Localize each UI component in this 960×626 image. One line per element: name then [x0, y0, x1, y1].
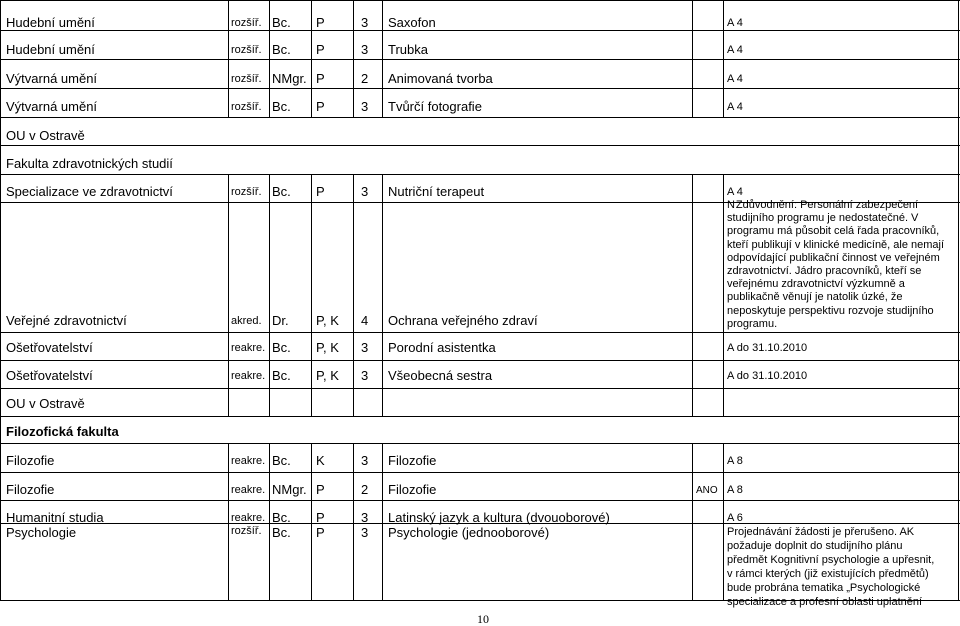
table-rule — [0, 0, 960, 1]
table-border — [0, 0, 1, 600]
level-cell: Bc. — [272, 340, 291, 355]
form-cell: P — [316, 482, 325, 497]
column-divider — [353, 0, 354, 117]
column-divider — [269, 443, 270, 600]
level-cell: Bc. — [272, 42, 291, 57]
type-cell: reakre. — [231, 342, 266, 354]
field-cell: Filozofie — [6, 453, 55, 468]
column-divider — [723, 443, 724, 600]
form-cell: P, K — [316, 313, 339, 328]
type-cell: rozšíř. — [231, 73, 262, 85]
field-cell: Psychologie — [6, 525, 77, 540]
status-cell: N — [727, 199, 735, 211]
years-cell: 3 — [361, 99, 369, 114]
table-rule — [0, 145, 960, 146]
table-rule — [0, 88, 960, 89]
years-cell: 3 — [361, 340, 369, 355]
column-divider — [382, 174, 383, 416]
column-divider — [692, 443, 693, 600]
level-cell: Bc. — [272, 368, 291, 383]
years-cell: 2 — [361, 482, 369, 497]
level-cell: Bc. — [272, 453, 291, 468]
table-rule — [0, 174, 960, 175]
program-cell: Ochrana veřejného zdraví — [388, 313, 538, 328]
type-cell: rozšíř. — [231, 525, 262, 537]
program-cell: Psychologie (jednooborové) — [388, 525, 550, 540]
table-rule — [0, 472, 960, 473]
status-cell: A 8 — [727, 455, 743, 467]
field-cell: Humanitní studia — [6, 510, 104, 525]
field-cell: Ošetřovatelství — [6, 368, 93, 383]
column-divider — [228, 174, 229, 416]
program-cell: Porodní asistentka — [388, 340, 496, 355]
status-cell: A do 31.10.2010 — [727, 370, 808, 382]
program-cell: Animovaná tvorba — [388, 71, 493, 86]
table-rule — [0, 500, 960, 501]
years-cell: 3 — [361, 42, 369, 57]
table-border — [958, 0, 959, 600]
level-cell: NMgr. — [272, 71, 307, 86]
university-heading: OU v Ostravě — [6, 396, 85, 411]
type-cell: reakre. — [231, 484, 266, 496]
program-cell: Filozofie — [388, 453, 437, 468]
type-cell: reakre. — [231, 370, 266, 382]
form-cell: P — [316, 42, 325, 57]
column-divider — [269, 0, 270, 117]
level-cell: NMgr. — [272, 482, 307, 497]
status-cell: A 6 — [727, 512, 743, 524]
field-cell: Filozofie — [6, 482, 55, 497]
column-divider — [692, 174, 693, 416]
table-rule — [0, 360, 960, 361]
table-rule — [0, 332, 960, 333]
field-cell: Výtvarná umění — [6, 99, 98, 114]
faculty-heading: Fakulta zdravotnických studií — [6, 156, 173, 171]
field-cell: Veřejné zdravotnictví — [6, 313, 127, 328]
form-cell: P — [316, 510, 325, 525]
type-cell: rozšíř. — [231, 44, 262, 56]
years-cell: 3 — [361, 510, 369, 525]
table-rule — [0, 416, 960, 417]
years-cell: 3 — [361, 453, 369, 468]
years-cell: 3 — [361, 15, 369, 30]
column-divider — [382, 443, 383, 600]
decision-note: Projednávání žádosti je přerušeno. AK požaduje doplnit do studijního plánu předmět Kognitivní psychologie a upřesnit, v rámci kterých (již existujících předmětů) bude probrána tematika „Psychologické specializace a profesní oblasti uplatnění — [727, 526, 935, 608]
program-cell: Tvůrčí fotografie — [388, 99, 482, 114]
column-divider — [311, 0, 312, 117]
type-cell: reakre. — [231, 455, 266, 467]
field-cell: Výtvarná umění — [6, 71, 98, 86]
field-cell: Hudební umění — [6, 42, 95, 57]
status-cell: A 4 — [727, 186, 743, 198]
level-cell: Bc. — [272, 184, 291, 199]
column-divider — [692, 0, 693, 117]
program-cell: Trubka — [388, 42, 428, 57]
years-cell: 3 — [361, 184, 369, 199]
type-cell: reakre. — [231, 512, 266, 524]
justification-note — [727, 199, 953, 331]
faculty-heading: Filozofická fakulta — [6, 424, 119, 439]
program-cell: Saxofon — [388, 15, 436, 30]
flag-cell: ANO — [696, 485, 718, 496]
program-cell: Všeobecná sestra — [388, 368, 493, 383]
table-rule — [0, 30, 960, 31]
type-cell: rozšíř. — [231, 17, 262, 29]
years-cell: 3 — [361, 525, 369, 540]
years-cell: 4 — [361, 313, 369, 328]
column-divider — [269, 174, 270, 416]
status-cell: A 4 — [727, 17, 743, 29]
column-divider — [382, 0, 383, 117]
university-heading: OU v Ostravě — [6, 128, 85, 143]
level-cell: Bc. — [272, 15, 291, 30]
form-cell: P, K — [316, 368, 339, 383]
table-rule — [0, 59, 960, 60]
program-cell: Latinský jazyk a kultura (dvouoborové) — [388, 510, 610, 525]
level-cell: Bc. — [272, 525, 291, 540]
type-cell: akred. — [231, 315, 262, 327]
form-cell: P — [316, 99, 325, 114]
column-divider — [353, 443, 354, 600]
status-cell: A 8 — [727, 484, 743, 496]
form-cell: P — [316, 184, 325, 199]
column-divider — [353, 174, 354, 416]
table-rule — [0, 388, 960, 389]
column-divider — [311, 443, 312, 600]
type-cell: rozšíř. — [231, 186, 262, 198]
status-cell: A 4 — [727, 44, 743, 56]
column-divider — [228, 0, 229, 117]
column-divider — [311, 174, 312, 416]
level-cell: Bc. — [272, 99, 291, 114]
column-divider — [723, 174, 724, 416]
table-rule — [0, 443, 960, 444]
program-cell: Nutriční terapeut — [388, 184, 485, 199]
field-cell: Specializace ve zdravotnictví — [6, 184, 173, 199]
page-number: 10 — [477, 612, 489, 626]
form-cell: P, K — [316, 340, 339, 355]
status-cell: A 4 — [727, 73, 743, 85]
program-cell: Filozofie — [388, 482, 437, 497]
field-cell: Hudební umění — [6, 15, 95, 30]
type-cell: rozšíř. — [231, 101, 262, 113]
level-cell: Bc. — [272, 510, 291, 525]
form-cell: K — [316, 453, 325, 468]
years-cell: 3 — [361, 368, 369, 383]
column-divider — [228, 443, 229, 600]
form-cell: P — [316, 15, 325, 30]
status-cell: A 4 — [727, 101, 743, 113]
years-cell: 2 — [361, 71, 369, 86]
status-cell: A do 31.10.2010 — [727, 342, 808, 354]
note-text: Zdůvodnění: Personální zabezpečení studijního programu je nedostatečné. V programu má působit celá řada pracovníků, kteří publikují v klinické medicíně, ale nemají odpovídající publikační činnost ve veřejném zdravotnictví. Jádro pracovníků, kteří se veřejnému zdravotnictví výzkumně a publikačně věnují je natolik úzké, že neposkytuje perspektivu rozvoje studijního programu. — [727, 199, 945, 330]
column-divider — [723, 0, 724, 117]
form-cell: P — [316, 71, 325, 86]
field-cell: Ošetřovatelství — [6, 340, 93, 355]
level-cell: Dr. — [272, 313, 289, 328]
table-rule — [0, 117, 960, 118]
form-cell: P — [316, 525, 325, 540]
